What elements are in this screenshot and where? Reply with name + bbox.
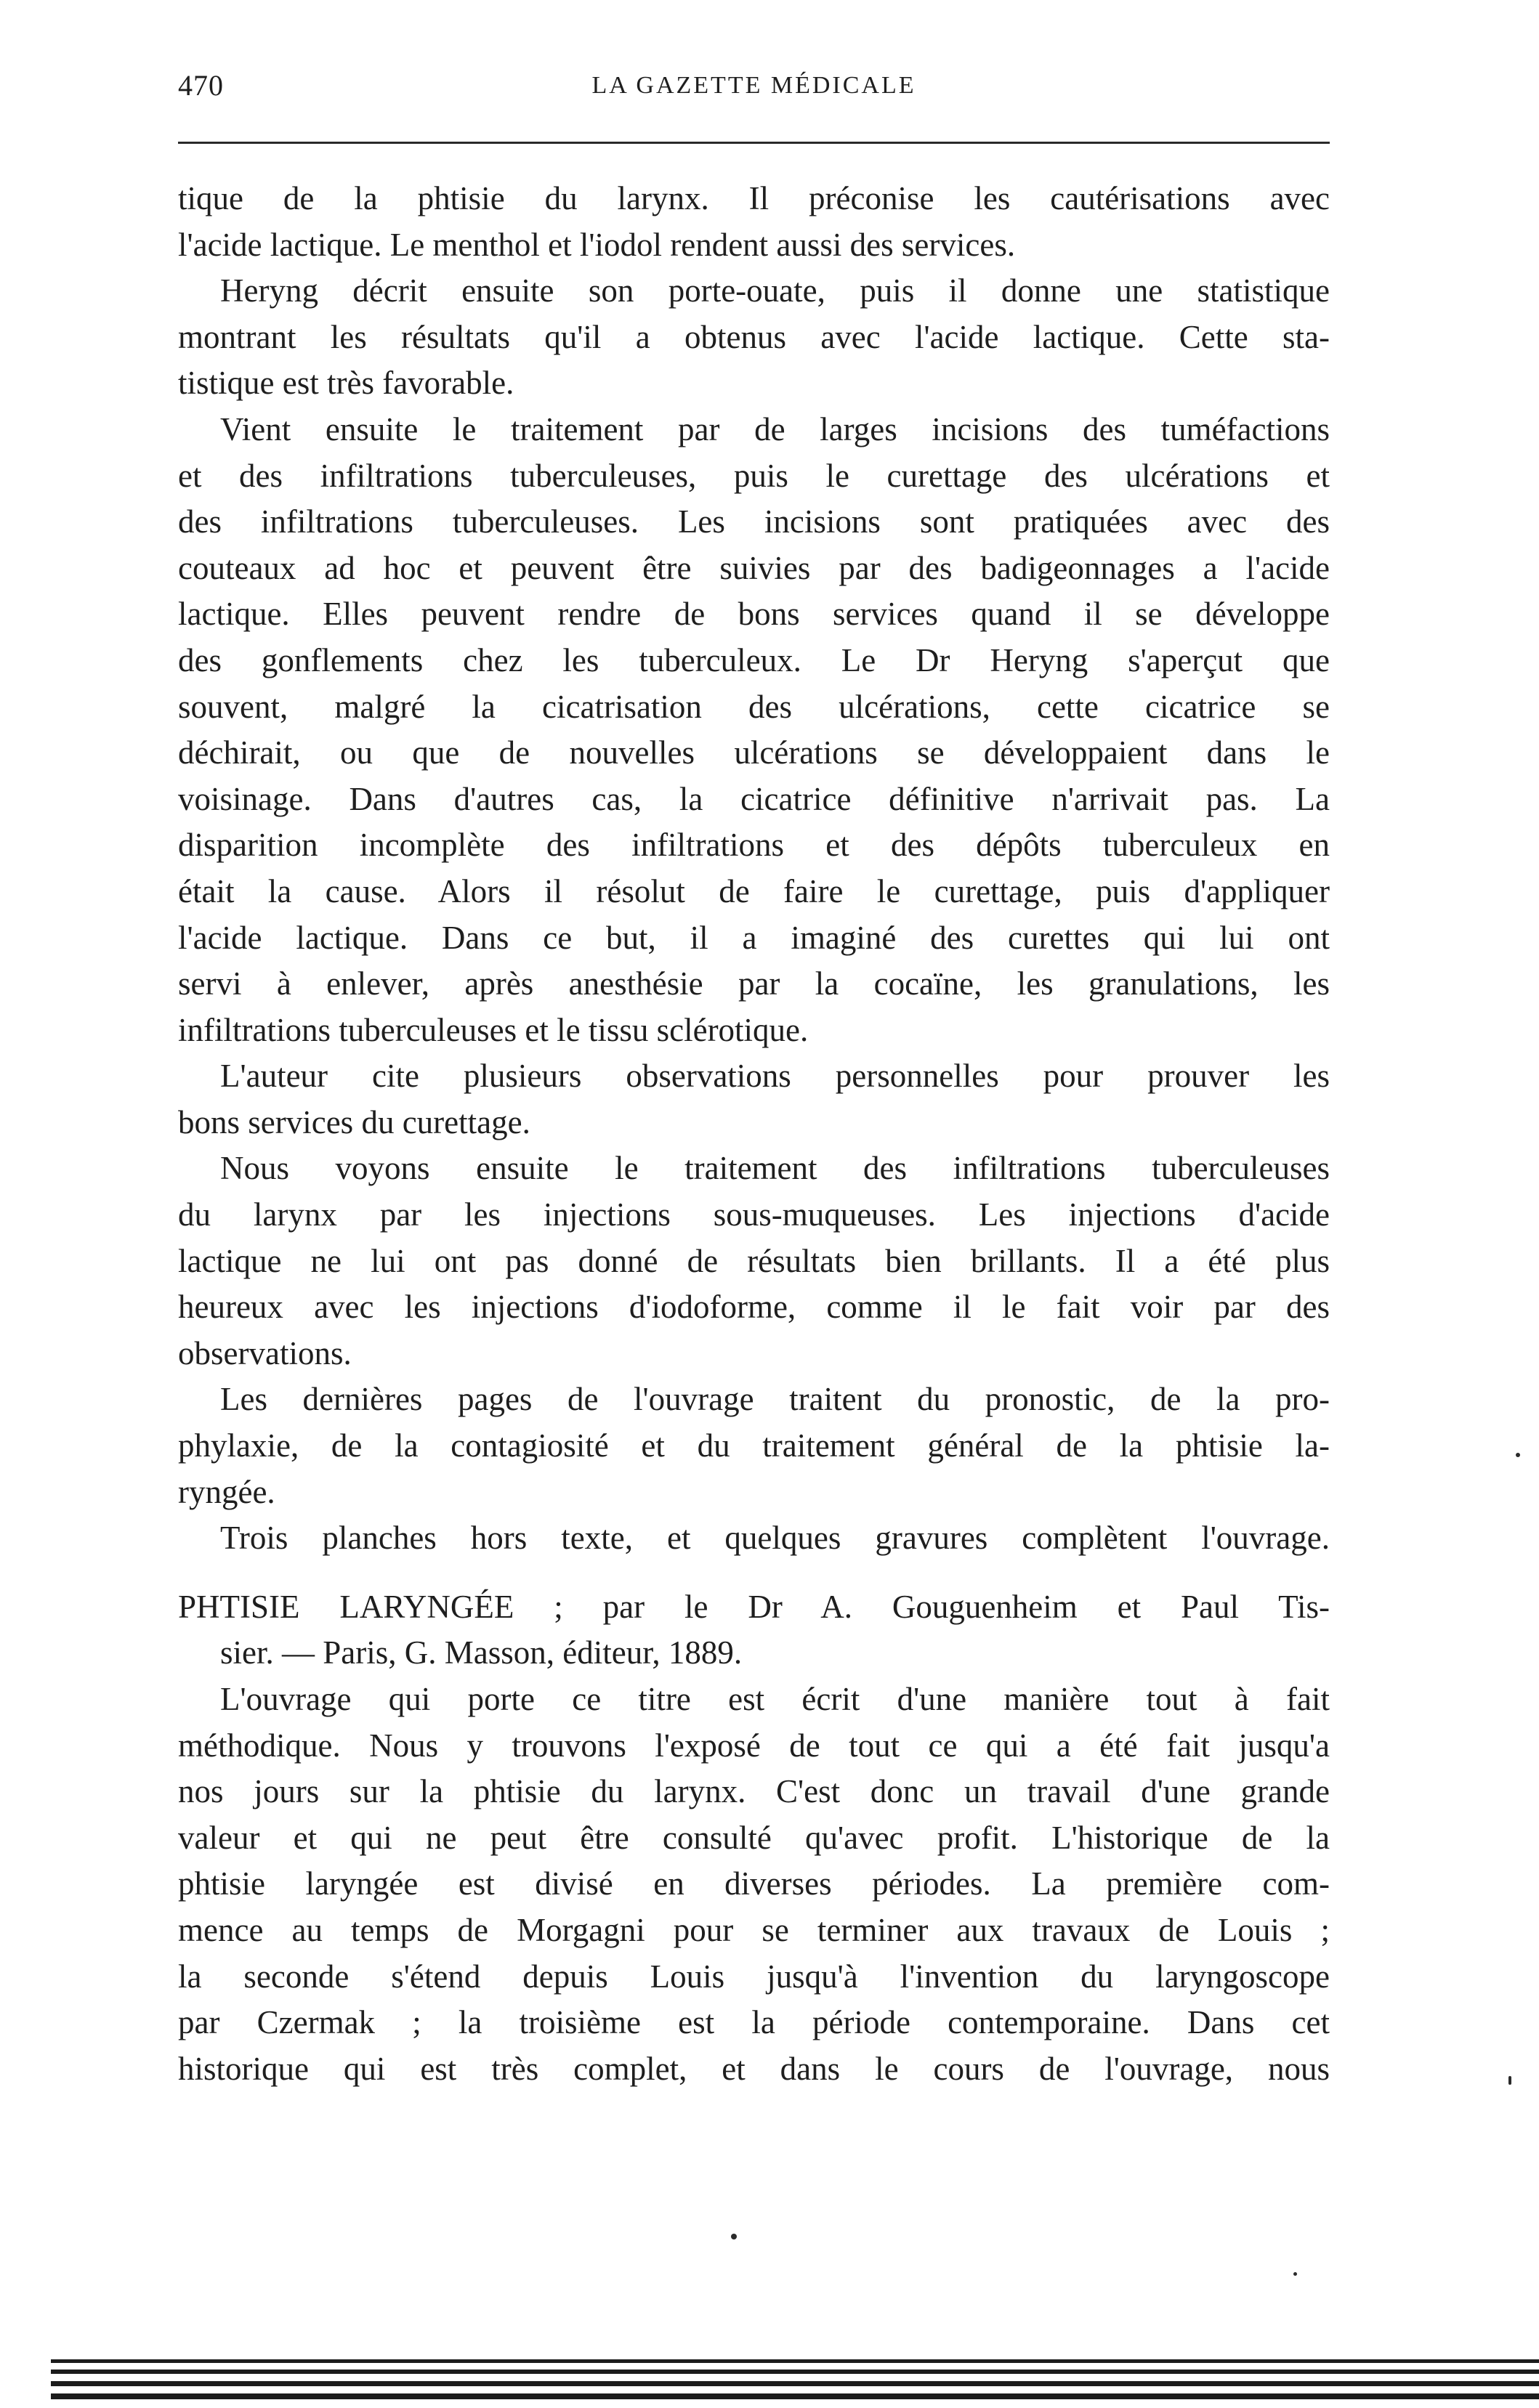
text-line: la seconde s'étend depuis Louis jusqu'à l'invention du laryngoscope <box>178 1958 1330 1995</box>
text-line: montrant les résultats qu'il a obtenus avec l'acide lactique. Cette sta- <box>178 318 1330 355</box>
text-line: par Czermak ; la troisième est la période contemporaine. Dans cet <box>178 2004 1330 2041</box>
text-line: méthodique. Nous y trouvons l'exposé de tout ce qui a été fait jusqu'a <box>178 1727 1330 1764</box>
text-line: phylaxie, de la contagiosité et du traitement général de la phtisie la- <box>178 1427 1330 1464</box>
text-line: tistique est très favorable. <box>178 365 514 402</box>
text-line: l'acide lactique. Le menthol et l'iodol rendent aussi des services. <box>178 226 1016 263</box>
main-text <box>178 176 1330 2092</box>
text-line: heureux avec les injections d'iodoforme, comme il le fait voir par des <box>178 1289 1330 1326</box>
text-line: phtisie laryngée est divisé en diverses périodes. La première com- <box>178 1865 1330 1902</box>
running-title: LA GAZETTE MÉDICALE <box>591 72 916 99</box>
text-line: infiltrations tuberculeuses et le tissu sclérotique. <box>178 1011 809 1048</box>
text-line: Les dernières pages de l'ouvrage traitent du pronostic, de la pro- <box>220 1381 1330 1418</box>
section-gap <box>178 1562 1330 1584</box>
text-line: des infiltrations tuberculeuses. Les incisions sont pratiquées avec des <box>178 503 1330 540</box>
text-line: valeur et qui ne peut être consulté qu'avec profit. L'historique de la <box>178 1819 1330 1856</box>
text-line: Trois planches hors texte, et quelques gravures complètent l'ouvrage. <box>220 1520 1330 1557</box>
header-rule <box>178 142 1330 144</box>
text-line: mence au temps de Morgagni pour se terminer aux travaux de Louis ; <box>178 1911 1330 1948</box>
text-line: des gonflements chez les tuberculeux. Le Dr Heryng s'aperçut que <box>178 641 1330 678</box>
text-line: servi à enlever, après anesthésie par la cocaïne, les granulations, les <box>178 965 1330 1002</box>
stray-mark <box>1293 2272 1297 2276</box>
text-line: lactique ne lui ont pas donné de résultats bien brillants. Il a été plus <box>178 1242 1330 1279</box>
text-line: historique qui est très complet, et dans le cours de l'ouvrage, nous <box>178 2050 1330 2087</box>
text-line: L'ouvrage qui porte ce titre est écrit d'une manière tout à fait <box>220 1681 1330 1717</box>
stray-mark <box>731 2234 737 2239</box>
text-line: couteaux ad hoc et peuvent être suivies par des badigeonnages a l'acide <box>178 549 1330 586</box>
text-line: tique de la phtisie du larynx. Il préconise les cautérisations avec <box>178 180 1330 216</box>
text-line: Nous voyons ensuite le traitement des infiltrations tuberculeuses <box>220 1150 1330 1187</box>
text-line: du larynx par les injections sous-muqueuses. Les injections d'acide <box>178 1196 1330 1233</box>
text-line: déchirait, ou que de nouvelles ulcérations se développaient dans le <box>178 734 1330 771</box>
text-line: bons services du curettage. <box>178 1103 530 1140</box>
text-line: voisinage. Dans d'autres cas, la cicatrice définitive n'arrivait pas. La <box>178 780 1330 817</box>
page-header <box>178 64 1330 108</box>
text-line: Heryng décrit ensuite son porte-ouate, puis il donne une statistique <box>220 272 1330 309</box>
text-line: l'acide lactique. Dans ce but, il a imaginé des curettes qui lui ont <box>178 919 1330 956</box>
scan-edge-rule <box>51 2393 1539 2399</box>
text-line: nos jours sur la phtisie du larynx. C'est donc un travail d'une grande <box>178 1773 1330 1810</box>
page-number: 470 <box>178 69 224 102</box>
stray-mark <box>1516 1453 1520 1457</box>
text-line: Vient ensuite le traitement par de larges incisions des tuméfactions <box>220 410 1330 447</box>
text-line: souvent, malgré la cicatrisation des ulcérations, cette cicatrice se <box>178 688 1330 725</box>
review-heading: PHTISIE LARYNGÉE ; par le Dr A. Gouguenheim et Paul Tis- <box>178 1588 1330 1625</box>
text-line: était la cause. Alors il résolut de faire le curettage, puis d'appliquer <box>178 872 1330 909</box>
text-line: ryngée. <box>178 1473 275 1510</box>
stray-mark <box>1508 2076 1511 2085</box>
text-line: disparition incomplète des infiltrations et des dépôts tuberculeux en <box>178 827 1330 864</box>
scan-edge-rule <box>51 2370 1539 2374</box>
scan-edge-rule <box>51 2359 1539 2363</box>
text-line: lactique. Elles peuvent rendre de bons services quand il se développe <box>178 596 1330 633</box>
review-heading-continued: sier. — Paris, G. Masson, éditeur, 1889. <box>220 1634 743 1671</box>
text-line: observations. <box>178 1334 352 1371</box>
scan-edge-rule <box>51 2381 1539 2386</box>
text-line: L'auteur cite plusieurs observations personnelles pour prouver les <box>220 1058 1330 1095</box>
text-line: et des infiltrations tuberculeuses, puis le curettage des ulcérations et <box>178 457 1330 494</box>
